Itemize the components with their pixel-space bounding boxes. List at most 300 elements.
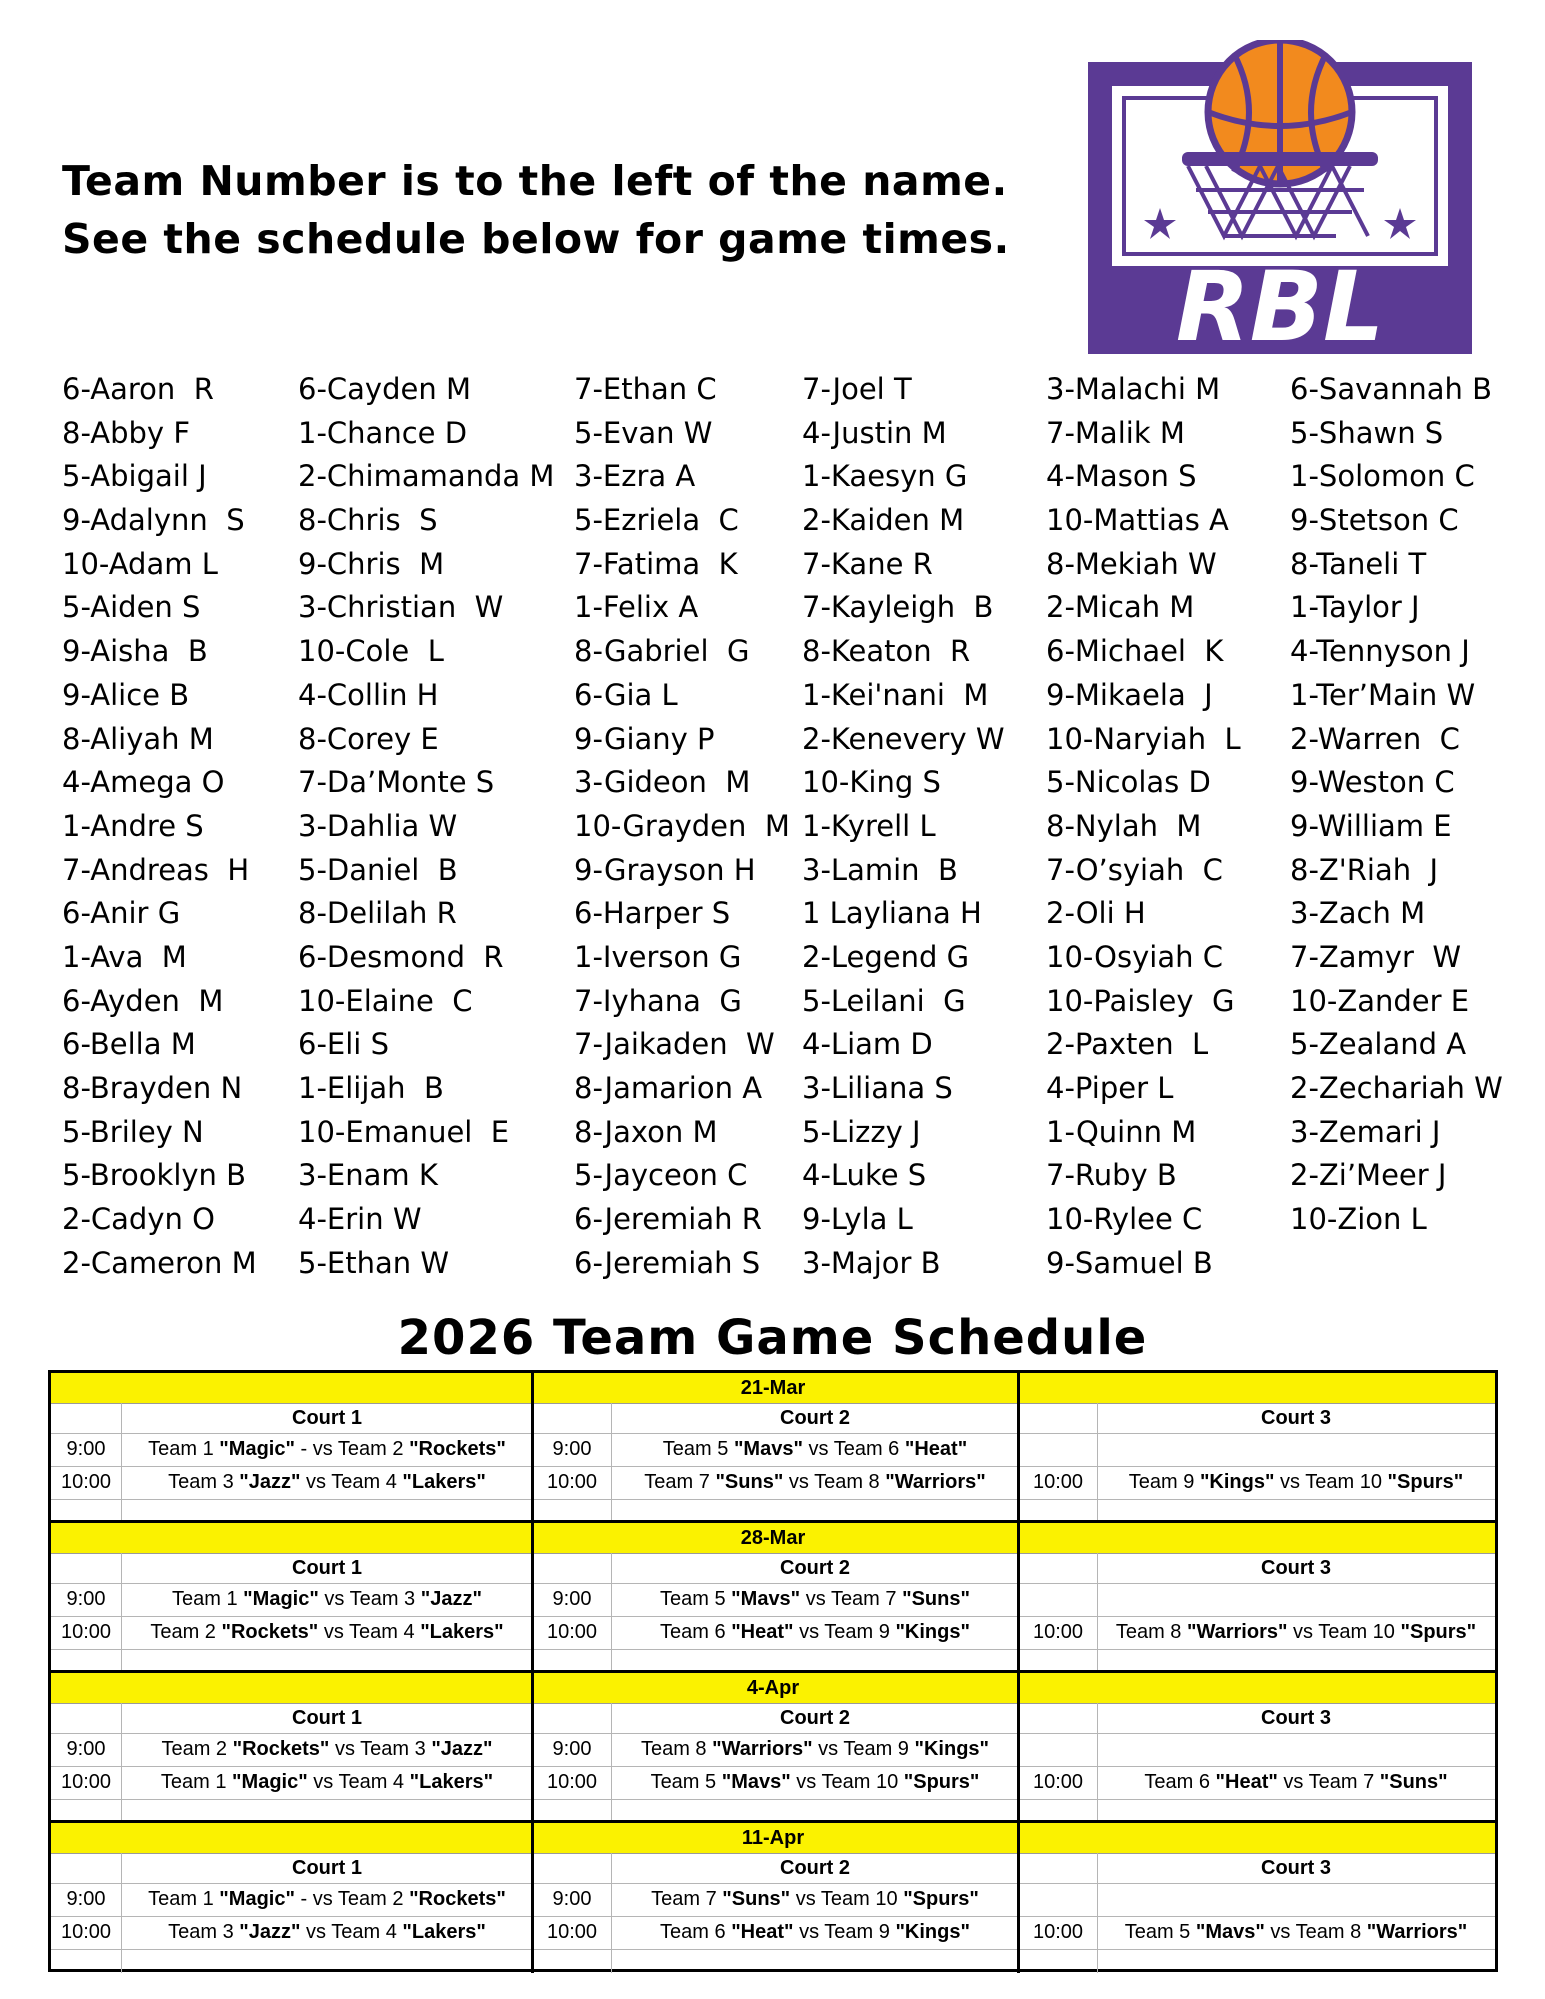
game-matchup	[611, 1766, 1019, 1799]
team-a-name: "Mavs"	[733, 1438, 803, 1460]
player-entry: 6-Ayden M	[62, 983, 224, 1018]
player-entry: 2-Paxten L	[1046, 1027, 1209, 1062]
player-entry: 10-Adam L	[62, 546, 218, 581]
court-header: Court 2	[780, 1557, 850, 1579]
schedule-week	[51, 1823, 1495, 1973]
player-entry: 1-Ava M	[62, 939, 187, 974]
team-a-label: Team 8	[640, 1738, 707, 1760]
versus-label: vs	[790, 1888, 821, 1910]
team-b-name: "Rockets"	[409, 1888, 506, 1910]
team-b-label: Team 9	[843, 1738, 909, 1760]
player-entry: 10-Emanuel E	[298, 1114, 510, 1149]
court-header: Court 3	[1261, 1407, 1331, 1429]
game-time: 9:00	[66, 1738, 106, 1760]
team-b-label: Team 3	[360, 1738, 426, 1760]
player-entry: 5-Nicolas D	[1046, 765, 1211, 800]
team-b-label: Team 7	[830, 1588, 897, 1610]
player-entry: 5-Brooklyn B	[62, 1158, 247, 1193]
player-entry: 7-Joel T	[802, 372, 912, 406]
team-a-name: "Heat"	[731, 1621, 794, 1643]
player-entry: 3-Malachi M	[1046, 372, 1221, 406]
game-matchup	[121, 1583, 533, 1616]
roster-column	[62, 368, 257, 1285]
team-a-name: "Suns"	[715, 1471, 784, 1493]
team-a-label: Team 5	[650, 1771, 717, 1793]
game-time: 10:00	[1032, 1921, 1084, 1943]
game-time	[1019, 1433, 1097, 1466]
player-entry: 8-Jamarion A	[574, 1071, 763, 1105]
team-a-label: Team 7	[644, 1471, 710, 1493]
court-header: Court 2	[780, 1857, 850, 1879]
team-b-name: "Lakers"	[402, 1921, 486, 1943]
team-a-name: "Jazz"	[239, 1921, 301, 1943]
roster-column	[802, 368, 1005, 1285]
instructions-line-2: See the schedule below for game times.	[62, 215, 1010, 263]
versus-label: vs	[1264, 1921, 1296, 1943]
player-entry: 5-Briley N	[62, 1114, 204, 1149]
team-a-label: Team 5	[662, 1438, 729, 1460]
player-entry: 6-Savannah B	[1290, 372, 1493, 406]
player-entry: 9-Adalynn S	[62, 503, 245, 538]
player-entry: 7-Zamyr W	[1290, 939, 1461, 974]
team-b-label: Team 4	[331, 1471, 397, 1493]
game-matchup	[1097, 1433, 1495, 1466]
team-b-name: "Jazz"	[420, 1588, 482, 1610]
versus-label: vs	[318, 1621, 350, 1643]
instructions	[62, 152, 1062, 268]
game-time	[1019, 1883, 1097, 1916]
team-a-label: Team 1	[172, 1588, 238, 1610]
player-entry: 8-Brayden N	[62, 1071, 243, 1105]
game-matchup	[611, 1883, 1019, 1916]
player-entry: 10-Osyiah C	[1046, 939, 1223, 974]
team-b-name: "Suns"	[1379, 1771, 1448, 1793]
player-entry: 5-Evan W	[574, 415, 713, 450]
team-b-name: "Lakers"	[409, 1771, 494, 1793]
player-entry: 6-Jeremiah S	[574, 1245, 761, 1280]
game-matchup	[1097, 1616, 1495, 1649]
player-entry: 8-Abby F	[62, 415, 190, 450]
game-matchup	[611, 1916, 1019, 1949]
game-time: 10:00	[546, 1471, 598, 1493]
team-a-name: "Mavs"	[721, 1771, 791, 1793]
game-matchup	[121, 1766, 533, 1799]
team-b-name: "Kings"	[895, 1621, 970, 1643]
game-matchup	[611, 1616, 1019, 1649]
player-entry: 9-Weston C	[1290, 765, 1455, 800]
versus-label: vs	[783, 1471, 815, 1493]
team-a-label: Team 7	[651, 1888, 717, 1910]
player-entry: 1 Layliana H	[802, 896, 982, 931]
player-entry: 6-Jeremiah R	[574, 1202, 762, 1237]
player-entry: 3-Zemari J	[1290, 1114, 1441, 1149]
game-time: 9:00	[552, 1738, 592, 1760]
player-entry: 1-Kyrell L	[802, 808, 936, 843]
player-entry: 5-Abigail J	[62, 459, 207, 494]
team-b-name: "Spurs"	[903, 1771, 980, 1793]
player-entry: 10-King S	[802, 765, 941, 800]
player-entry: 9-Stetson C	[1290, 503, 1459, 538]
court-header: Court 2	[780, 1707, 850, 1729]
game-matchup	[121, 1733, 533, 1766]
player-entry: 5-Aiden S	[62, 590, 201, 625]
team-b-label: Team 6	[833, 1438, 900, 1460]
player-entry: 4-Erin W	[298, 1202, 422, 1237]
player-entry: 1-Elijah B	[298, 1071, 444, 1105]
player-entry: 7-Ethan C	[574, 372, 717, 406]
court-header: Court 2	[780, 1407, 850, 1429]
roster-column	[1046, 368, 1241, 1285]
basketball-hoop-icon	[1084, 40, 1478, 358]
player-entry: 1-Chance D	[298, 415, 468, 450]
player-entry: 10-Mattias A	[1046, 503, 1229, 538]
player-entry: 8-Gabriel G	[574, 634, 750, 669]
player-entry: 3-Dahlia W	[298, 808, 458, 843]
player-entry: 10-Zion L	[1290, 1202, 1427, 1237]
team-a-label: Team 1	[148, 1888, 214, 1910]
team-a-label: Team 3	[168, 1921, 234, 1943]
game-matchup	[1097, 1583, 1495, 1616]
team-a-name: "Magic"	[243, 1588, 319, 1610]
player-entry: 4-Luke S	[802, 1158, 927, 1193]
player-entry: 6-Desmond R	[298, 939, 504, 974]
team-a-name: "Kings"	[1199, 1471, 1275, 1493]
game-time: 10:00	[60, 1471, 112, 1493]
game-matchup	[611, 1466, 1019, 1499]
team-a-label: Team 2	[150, 1621, 216, 1643]
logo-text: RBL	[1175, 251, 1385, 358]
team-b-label: Team 10	[821, 1771, 899, 1793]
team-a-name: "Warriors"	[712, 1738, 813, 1760]
roster-column	[298, 368, 554, 1285]
player-entry: 7-Andreas H	[62, 852, 250, 887]
game-matchup	[611, 1733, 1019, 1766]
game-matchup	[1097, 1883, 1495, 1916]
player-entry: 9-Chris M	[298, 546, 445, 581]
player-entry: 6-Gia L	[574, 677, 678, 712]
game-matchup	[121, 1466, 533, 1499]
player-entry: 9-Grayson H	[574, 852, 756, 887]
player-entry: 10-Paisley G	[1046, 983, 1235, 1018]
week-date: 21-Mar	[740, 1377, 806, 1399]
game-matchup	[121, 1883, 533, 1916]
player-entry: 1-Solomon C	[1290, 459, 1475, 494]
player-entry: 10-Naryiah L	[1046, 721, 1241, 756]
player-entry: 5-Leilani G	[802, 983, 966, 1018]
court-header: Court 1	[292, 1557, 362, 1579]
player-entry: 6-Michael K	[1046, 634, 1224, 669]
court-header: Court 3	[1261, 1857, 1331, 1879]
player-entry: 9-Giany P	[574, 721, 715, 756]
team-a-label: Team 3	[168, 1471, 234, 1493]
player-entry: 10-Elaine C	[298, 983, 473, 1018]
player-entry: 2-Micah M	[1046, 590, 1195, 625]
player-entry: 6-Harper S	[574, 896, 731, 931]
player-entry: 6-Aaron R	[62, 372, 214, 406]
game-matchup	[121, 1616, 533, 1649]
team-b-name: "Warriors"	[885, 1471, 986, 1493]
game-time: 10:00	[546, 1771, 598, 1793]
versus-label: vs	[802, 1438, 834, 1460]
versus-label: vs	[793, 1621, 825, 1643]
team-a-name: "Rockets"	[232, 1738, 330, 1760]
game-time: 9:00	[66, 1588, 106, 1610]
game-matchup	[1097, 1766, 1495, 1799]
court-header: Court 3	[1261, 1557, 1331, 1579]
game-matchup	[121, 1433, 533, 1466]
player-entry: 2-Zechariah W	[1290, 1071, 1503, 1105]
team-b-name: "Kings"	[914, 1738, 990, 1760]
team-a-name: "Mavs"	[731, 1588, 801, 1610]
team-b-label: Team 3	[349, 1588, 416, 1610]
player-entry: 5-Ethan W	[298, 1245, 450, 1280]
versus-label: vs	[1274, 1471, 1306, 1493]
versus-label: - vs	[294, 1888, 338, 1910]
game-time	[1019, 1733, 1097, 1766]
game-matchup	[1097, 1733, 1495, 1766]
game-time: 9:00	[66, 1888, 106, 1910]
team-b-name: "Lakers"	[420, 1621, 504, 1643]
game-time: 10:00	[1032, 1771, 1084, 1793]
team-b-label: Team 10	[1318, 1621, 1395, 1643]
player-entry: 6-Cayden M	[298, 372, 471, 406]
player-entry: 4-Liam D	[802, 1027, 933, 1062]
team-b-label: Team 9	[824, 1921, 890, 1943]
player-entry: 1-Ter’Main W	[1290, 677, 1476, 712]
team-roster	[62, 368, 1502, 1286]
week-date: 28-Mar	[740, 1527, 806, 1549]
game-time: 10:00	[60, 1921, 112, 1943]
team-b-name: "Spurs"	[1400, 1621, 1477, 1643]
team-a-name: "Heat"	[1215, 1771, 1278, 1793]
game-time	[1019, 1583, 1097, 1616]
team-a-label: Team 5	[1124, 1921, 1191, 1943]
game-time: 9:00	[552, 1438, 592, 1460]
player-entry: 8-Nylah M	[1046, 808, 1202, 843]
player-entry: 9-Aisha B	[62, 634, 208, 669]
team-b-label: Team 4	[349, 1621, 415, 1643]
team-a-label: Team 9	[1128, 1471, 1195, 1493]
player-entry: 9-Mikaela J	[1046, 677, 1213, 712]
team-b-name: "Spurs"	[903, 1888, 979, 1910]
team-a-name: "Magic"	[232, 1771, 308, 1793]
game-schedule-table	[48, 1370, 1498, 1972]
game-time: 10:00	[1032, 1471, 1084, 1493]
player-entry: 1-Iverson G	[574, 939, 742, 974]
game-matchup	[611, 1583, 1019, 1616]
versus-label: vs	[329, 1738, 361, 1760]
court-header: Court 1	[292, 1707, 362, 1729]
team-b-label: Team 8	[814, 1471, 880, 1493]
team-a-name: "Warriors"	[1186, 1621, 1288, 1643]
player-entry: 2-Oli H	[1046, 896, 1146, 931]
versus-label: vs	[1287, 1621, 1319, 1643]
team-b-label: Team 4	[331, 1921, 397, 1943]
player-entry: 8-Corey E	[298, 721, 439, 756]
player-entry: 6-Anir G	[62, 896, 181, 931]
game-time: 10:00	[546, 1921, 598, 1943]
player-entry: 5-Ezriela C	[574, 503, 739, 538]
player-entry: 7-Da’Monte S	[298, 765, 495, 800]
week-date: 11-Apr	[741, 1827, 805, 1849]
player-entry: 8-Delilah R	[298, 896, 457, 931]
court-header: Court 1	[292, 1407, 362, 1429]
player-entry: 3-Major B	[802, 1245, 941, 1280]
game-time: 9:00	[66, 1438, 106, 1460]
player-entry: 4-Piper L	[1046, 1071, 1174, 1105]
team-a-name: "Suns"	[722, 1888, 791, 1910]
player-entry: 1-Quinn M	[1046, 1114, 1197, 1149]
team-b-label: Team 2	[337, 1438, 404, 1460]
player-entry: 7-Ruby B	[1046, 1158, 1177, 1193]
team-b-label: Team 9	[824, 1621, 890, 1643]
player-entry: 5-Zealand A	[1290, 1027, 1467, 1062]
versus-label: vs	[307, 1771, 339, 1793]
team-b-label: Team 2	[337, 1888, 404, 1910]
versus-label: vs	[790, 1771, 822, 1793]
team-a-name: "Magic"	[219, 1438, 295, 1460]
player-entry: 4-Mason S	[1046, 459, 1197, 494]
versus-label: vs	[800, 1588, 831, 1610]
player-entry: 3-Liliana S	[802, 1071, 953, 1105]
game-matchup	[121, 1916, 533, 1949]
instructions-line-1: Team Number is to the left of the name.	[62, 157, 1008, 205]
player-entry: 2-Legend G	[802, 939, 970, 974]
game-time: 10:00	[1032, 1621, 1084, 1643]
player-entry: 10-Cole L	[298, 634, 444, 669]
player-entry: 7-Jaikaden W	[574, 1027, 775, 1062]
rbl-logo	[1084, 40, 1478, 358]
schedule-title: 2026 Team Game Schedule	[397, 1310, 1148, 1366]
game-time: 10:00	[546, 1621, 598, 1643]
team-a-label: Team 6	[660, 1921, 726, 1943]
player-entry: 8-Jaxon M	[574, 1114, 718, 1149]
player-entry: 5-Daniel B	[298, 852, 458, 887]
team-b-name: "Heat"	[904, 1438, 968, 1460]
player-entry: 1-Kei'nani M	[802, 677, 989, 712]
player-entry: 2-Chimamanda M	[298, 459, 555, 494]
team-a-label: Team 5	[660, 1588, 726, 1610]
player-entry: 7-O’syiah C	[1046, 852, 1223, 887]
player-entry: 9-Lyla L	[802, 1202, 913, 1237]
game-time: 9:00	[552, 1888, 592, 1910]
player-entry: 3-Gideon M	[574, 765, 751, 800]
team-a-name: "Rockets"	[221, 1621, 319, 1643]
player-entry: 1-Felix A	[574, 590, 699, 625]
team-b-name: "Rockets"	[409, 1438, 506, 1460]
player-entry: 1-Taylor J	[1290, 590, 1420, 625]
schedule-week	[51, 1523, 1495, 1673]
player-entry: 4-Collin H	[298, 677, 439, 712]
team-a-label: Team 6	[660, 1621, 726, 1643]
player-entry: 2-Warren C	[1290, 721, 1460, 756]
game-time: 10:00	[60, 1771, 112, 1793]
team-a-name: "Magic"	[219, 1888, 295, 1910]
player-entry: 3-Lamin B	[802, 852, 958, 887]
roster-column	[1290, 368, 1503, 1242]
player-entry: 9-Alice B	[62, 677, 190, 712]
player-entry: 4-Amega O	[62, 765, 225, 800]
team-b-label: Team 4	[338, 1771, 405, 1793]
player-entry: 1-Kaesyn G	[802, 459, 968, 494]
player-entry: 3-Enam K	[298, 1158, 438, 1193]
player-entry: 8-Taneli T	[1290, 546, 1427, 581]
versus-label: vs	[793, 1921, 825, 1943]
player-entry: 10-Grayden M	[574, 808, 790, 843]
player-entry: 3-Ezra A	[574, 459, 696, 494]
versus-label: vs	[1277, 1771, 1309, 1793]
player-entry: 7-Kane R	[802, 546, 933, 581]
player-entry: 9-Samuel B	[1046, 1245, 1213, 1280]
player-entry: 2-Cameron M	[62, 1245, 257, 1280]
versus-label: - vs	[294, 1438, 338, 1460]
team-a-name: "Mavs"	[1195, 1921, 1265, 1943]
player-entry: 2-Cadyn O	[62, 1202, 215, 1237]
player-entry: 8-Z'Riah J	[1290, 852, 1439, 887]
team-a-name: "Jazz"	[239, 1471, 301, 1493]
court-header: Court 1	[292, 1857, 362, 1879]
team-a-label: Team 1	[148, 1438, 214, 1460]
player-entry: 7-Fatima K	[574, 546, 738, 581]
team-b-name: "Jazz"	[431, 1738, 493, 1760]
team-b-label: Team 10	[1305, 1471, 1382, 1493]
game-matchup	[1097, 1916, 1495, 1949]
team-a-name: "Heat"	[731, 1921, 794, 1943]
schedule-week	[51, 1373, 1495, 1523]
team-a-label: Team 6	[1144, 1771, 1210, 1793]
player-entry: 7-Kayleigh B	[802, 590, 994, 625]
team-b-name: "Warriors"	[1366, 1921, 1468, 1943]
schedule-week	[51, 1673, 1495, 1823]
team-b-name: "Spurs"	[1387, 1471, 1464, 1493]
player-entry: 7-Malik M	[1046, 415, 1185, 450]
player-entry: 1-Andre S	[62, 808, 204, 843]
player-entry: 8-Chris S	[298, 503, 438, 538]
player-entry: 2-Kenevery W	[802, 721, 1005, 756]
player-entry: 4-Tennyson J	[1290, 634, 1470, 669]
player-entry: 5-Lizzy J	[802, 1114, 921, 1149]
game-time: 10:00	[60, 1621, 112, 1643]
player-entry: 9-William E	[1290, 808, 1452, 843]
player-entry: 8-Mekiah W	[1046, 546, 1217, 581]
team-a-label: Team 8	[1115, 1621, 1182, 1643]
team-b-label: Team 7	[1308, 1771, 1375, 1793]
player-entry: 10-Zander E	[1290, 983, 1470, 1018]
team-a-label: Team 1	[160, 1771, 227, 1793]
player-entry: 6-Bella M	[62, 1027, 196, 1062]
versus-label: vs	[318, 1588, 350, 1610]
player-entry: 4-Justin M	[802, 415, 947, 450]
game-matchup	[611, 1433, 1019, 1466]
player-entry: 2-Zi’Meer J	[1290, 1158, 1447, 1193]
team-b-name: "Kings"	[895, 1921, 970, 1943]
team-b-label: Team 10	[820, 1888, 898, 1910]
player-entry: 3-Zach M	[1290, 896, 1426, 931]
player-entry: 2-Kaiden M	[802, 503, 965, 538]
versus-label: vs	[812, 1738, 844, 1760]
week-date: 4-Apr	[746, 1677, 800, 1699]
team-a-label: Team 2	[161, 1738, 228, 1760]
player-entry: 7-Iyhana G	[574, 983, 742, 1018]
versus-label: vs	[300, 1471, 332, 1493]
team-b-name: "Suns"	[902, 1588, 970, 1610]
player-entry: 5-Shawn S	[1290, 415, 1444, 450]
player-entry: 8-Keaton R	[802, 634, 971, 669]
player-entry: 3-Christian W	[298, 590, 504, 625]
court-header: Court 3	[1261, 1707, 1331, 1729]
versus-label: vs	[300, 1921, 332, 1943]
player-entry: 8-Aliyah M	[62, 721, 214, 756]
